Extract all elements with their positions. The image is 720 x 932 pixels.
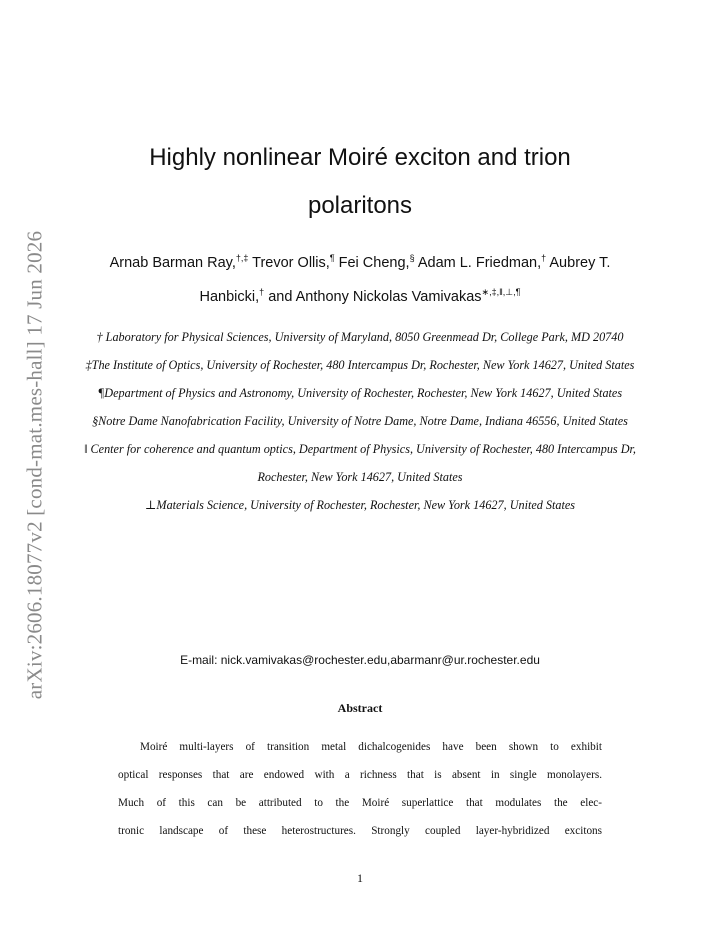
author-name-part: Aubrey T.	[549, 255, 611, 271]
page-number: 1	[357, 871, 363, 885]
affiliation-marks: †	[541, 253, 547, 263]
author-conjunction: and	[268, 289, 293, 305]
affiliation-lps: † Laboratory for Physical Sciences, University of Maryland, 8050 Greenmead Dr, College Park, MD 20740	[96, 330, 624, 344]
author-name: Fei Cheng,	[338, 255, 410, 271]
abstract-line: Moiré multi-layers of transition metal dichalcogenides have been shown to exhibit	[140, 741, 602, 753]
abstract-heading: Abstract	[337, 701, 383, 715]
author-name-part: Hanbicki,	[199, 289, 260, 305]
title-line-2: polaritons	[307, 192, 413, 219]
affiliation-list	[84, 323, 636, 519]
author-line-1	[84, 246, 636, 280]
affiliation-notre-dame: §Notre Dame Nanofabrication Facility, University of Notre Dame, Notre Dame, Indiana 46556, United States	[92, 414, 628, 428]
affiliation-optics: ‡The Institute of Optics, University of Rochester, 480 Intercampus Dr, Rochester, New York 14627, United States	[85, 358, 635, 372]
affiliation-marks: †,‡	[235, 253, 249, 263]
affiliation-physics: ¶Department of Physics and Astronomy, University of Rochester, Rochester, New York 14627, United States	[97, 386, 623, 400]
author-line-2	[84, 280, 636, 314]
arxiv-identifier-stamp: arXiv:2606.18077v2 [cond-mat.mes-hall] 17 Jun 2026	[22, 230, 47, 700]
affiliation-marks: ¶	[329, 253, 335, 263]
affiliation-marks: §	[409, 253, 415, 263]
paper-title	[95, 134, 625, 230]
affiliation-coherence: ‖ Center for coherence and quantum optics, Department of Physics, University of Rochester, 480 Intercampus Dr, Rochester, New York 14627, United States	[84, 442, 636, 484]
abstract-line: optical responses that are endowed with a richness that is absent in single monolayers.	[118, 769, 602, 781]
author-name: Adam L. Friedman,	[417, 255, 542, 271]
author-name: Trevor Ollis,	[252, 255, 330, 271]
abstract-text	[118, 733, 602, 845]
author-name: Anthony Nickolas Vamivakas	[295, 289, 482, 305]
affiliation-marks: †	[259, 287, 265, 297]
affiliation-marks: ∗,‡,‖,⊥,¶	[481, 287, 521, 297]
affiliation-materials: ⊥Materials Science, University of Rochester, Rochester, New York 14627, United States	[144, 498, 576, 512]
abstract-line: tronic landscape of these heterostructures. Strongly coupled layer-hybridized excitons	[118, 825, 602, 837]
title-line-1: Highly nonlinear Moiré exciton and trion	[149, 144, 571, 171]
email-line: E-mail: nick.vamivakas@rochester.edu,abarmanr@ur.rochester.edu	[180, 653, 540, 667]
author-name: Arnab Barman Ray,	[109, 255, 236, 271]
abstract-line: Much of this can be attributed to the Moiré superlattice that modulates the elec-	[118, 797, 602, 809]
author-list	[84, 246, 636, 314]
